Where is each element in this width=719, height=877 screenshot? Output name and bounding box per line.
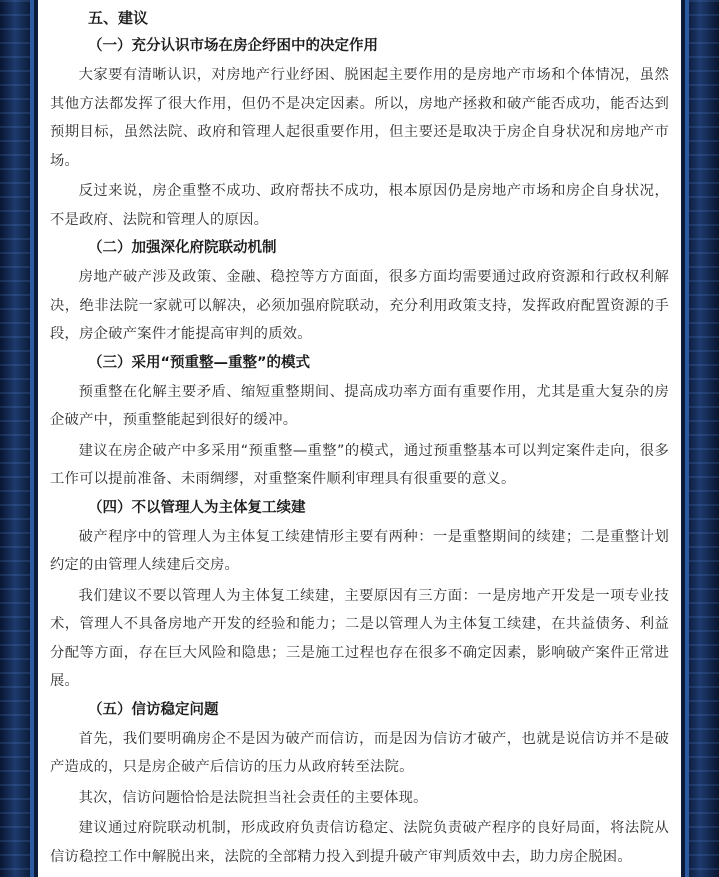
paragraph: 预重整在化解主要矛盾、缩短重整期间、提高成功率方面有重要作用，尤其是重大复杂的房企破产中，预重整能起到很好的缓冲。 — [50, 383, 669, 428]
subsection-5 — [50, 698, 669, 872]
subsection-title: （四）不以管理人为主体复工续建 — [88, 499, 306, 516]
subsection-title: （一）充分认识市场在房企纾困中的决定作用 — [88, 38, 378, 54]
subsection-3 — [50, 351, 669, 494]
paragraph: 破产程序中的管理人为主体复工续建情形主要有两种：一是重整期间的续建；二是重整计划约定的由管理人续建后交房。 — [50, 528, 669, 573]
subsection-1 — [50, 34, 669, 234]
subsection-2 — [50, 236, 669, 349]
subsection-4 — [50, 496, 669, 696]
subsection-title: （二）加强深化府院联动机制 — [88, 240, 277, 256]
subsection-title: （三）采用“预重整—重整”的模式 — [88, 354, 311, 371]
article-body — [38, 0, 681, 877]
paragraph: 其次，信访问题恰恰是法院担当社会责任的主要体现。 — [78, 789, 428, 806]
paragraph: 建议通过府院联动机制，形成政府负责信访稳定、法院负责破产程序的良好局面，将法院从信访稳控工作中解脱出来，法院的全部精力投入到提升破产审判质效中去，助力房企脱困。 — [50, 820, 669, 865]
section-title: 五、建议 — [88, 9, 149, 27]
right-decorative-border — [685, 0, 719, 877]
paragraph: 首先，我们要明确房企不是因为破产而信访，而是因为信访才破产，也就是说信访并不是破产造成的，只是房企破产后信访的压力从政府转至法院。 — [50, 730, 669, 775]
paragraph: 反过来说，房企重整不成功、政府帮扶不成功，根本原因仍是房地产市场和房企自身状况，不是政府、法院和管理人的原因。 — [50, 183, 669, 228]
paragraph: 建议在房企破产中多采用“预重整—重整”的模式，通过预重整基本可以判定案件走向，很多工作可以提前准备、未雨绸缪，对重整案件顺利审理具有很重要的意义。 — [50, 442, 669, 487]
paragraph: 我们建议不要以管理人为主体复工续建，主要原因有三方面：一是房地产开发是一项专业技术，管理人不具备房地产开发的经验和能力；二是以管理人为主体复工续建，在共益债务、利益分配等方面，存在巨大风险和隐患；三是施工过程也存在很多不确定因素，影响破产案件正常进展。 — [50, 587, 669, 689]
subsection-title: （五）信访稳定问题 — [88, 701, 219, 718]
paragraph: 房地产破产涉及政策、金融、稳控等方方面面，很多方面均需要通过政府资源和行政权利解决，绝非法院一家就可以解决，必须加强府院联动，充分利用政策支持，发挥政府配置资源的手段，房企破产案件才能提高审判的质效。 — [50, 269, 669, 342]
left-decorative-border — [0, 0, 34, 877]
paragraph: 大家要有清晰认识，对房地产行业纾困、脱困起主要作用的是房地产市场和个体情况，虽然其他方法都发挥了很大作用，但仍不是决定因素。所以，房地产拯救和破产能否成功，能否达到预期目标，虽然法院、政府和管理人起很重要作用，但主要还是取决于房企自身状况和房地产市场。 — [50, 67, 669, 169]
